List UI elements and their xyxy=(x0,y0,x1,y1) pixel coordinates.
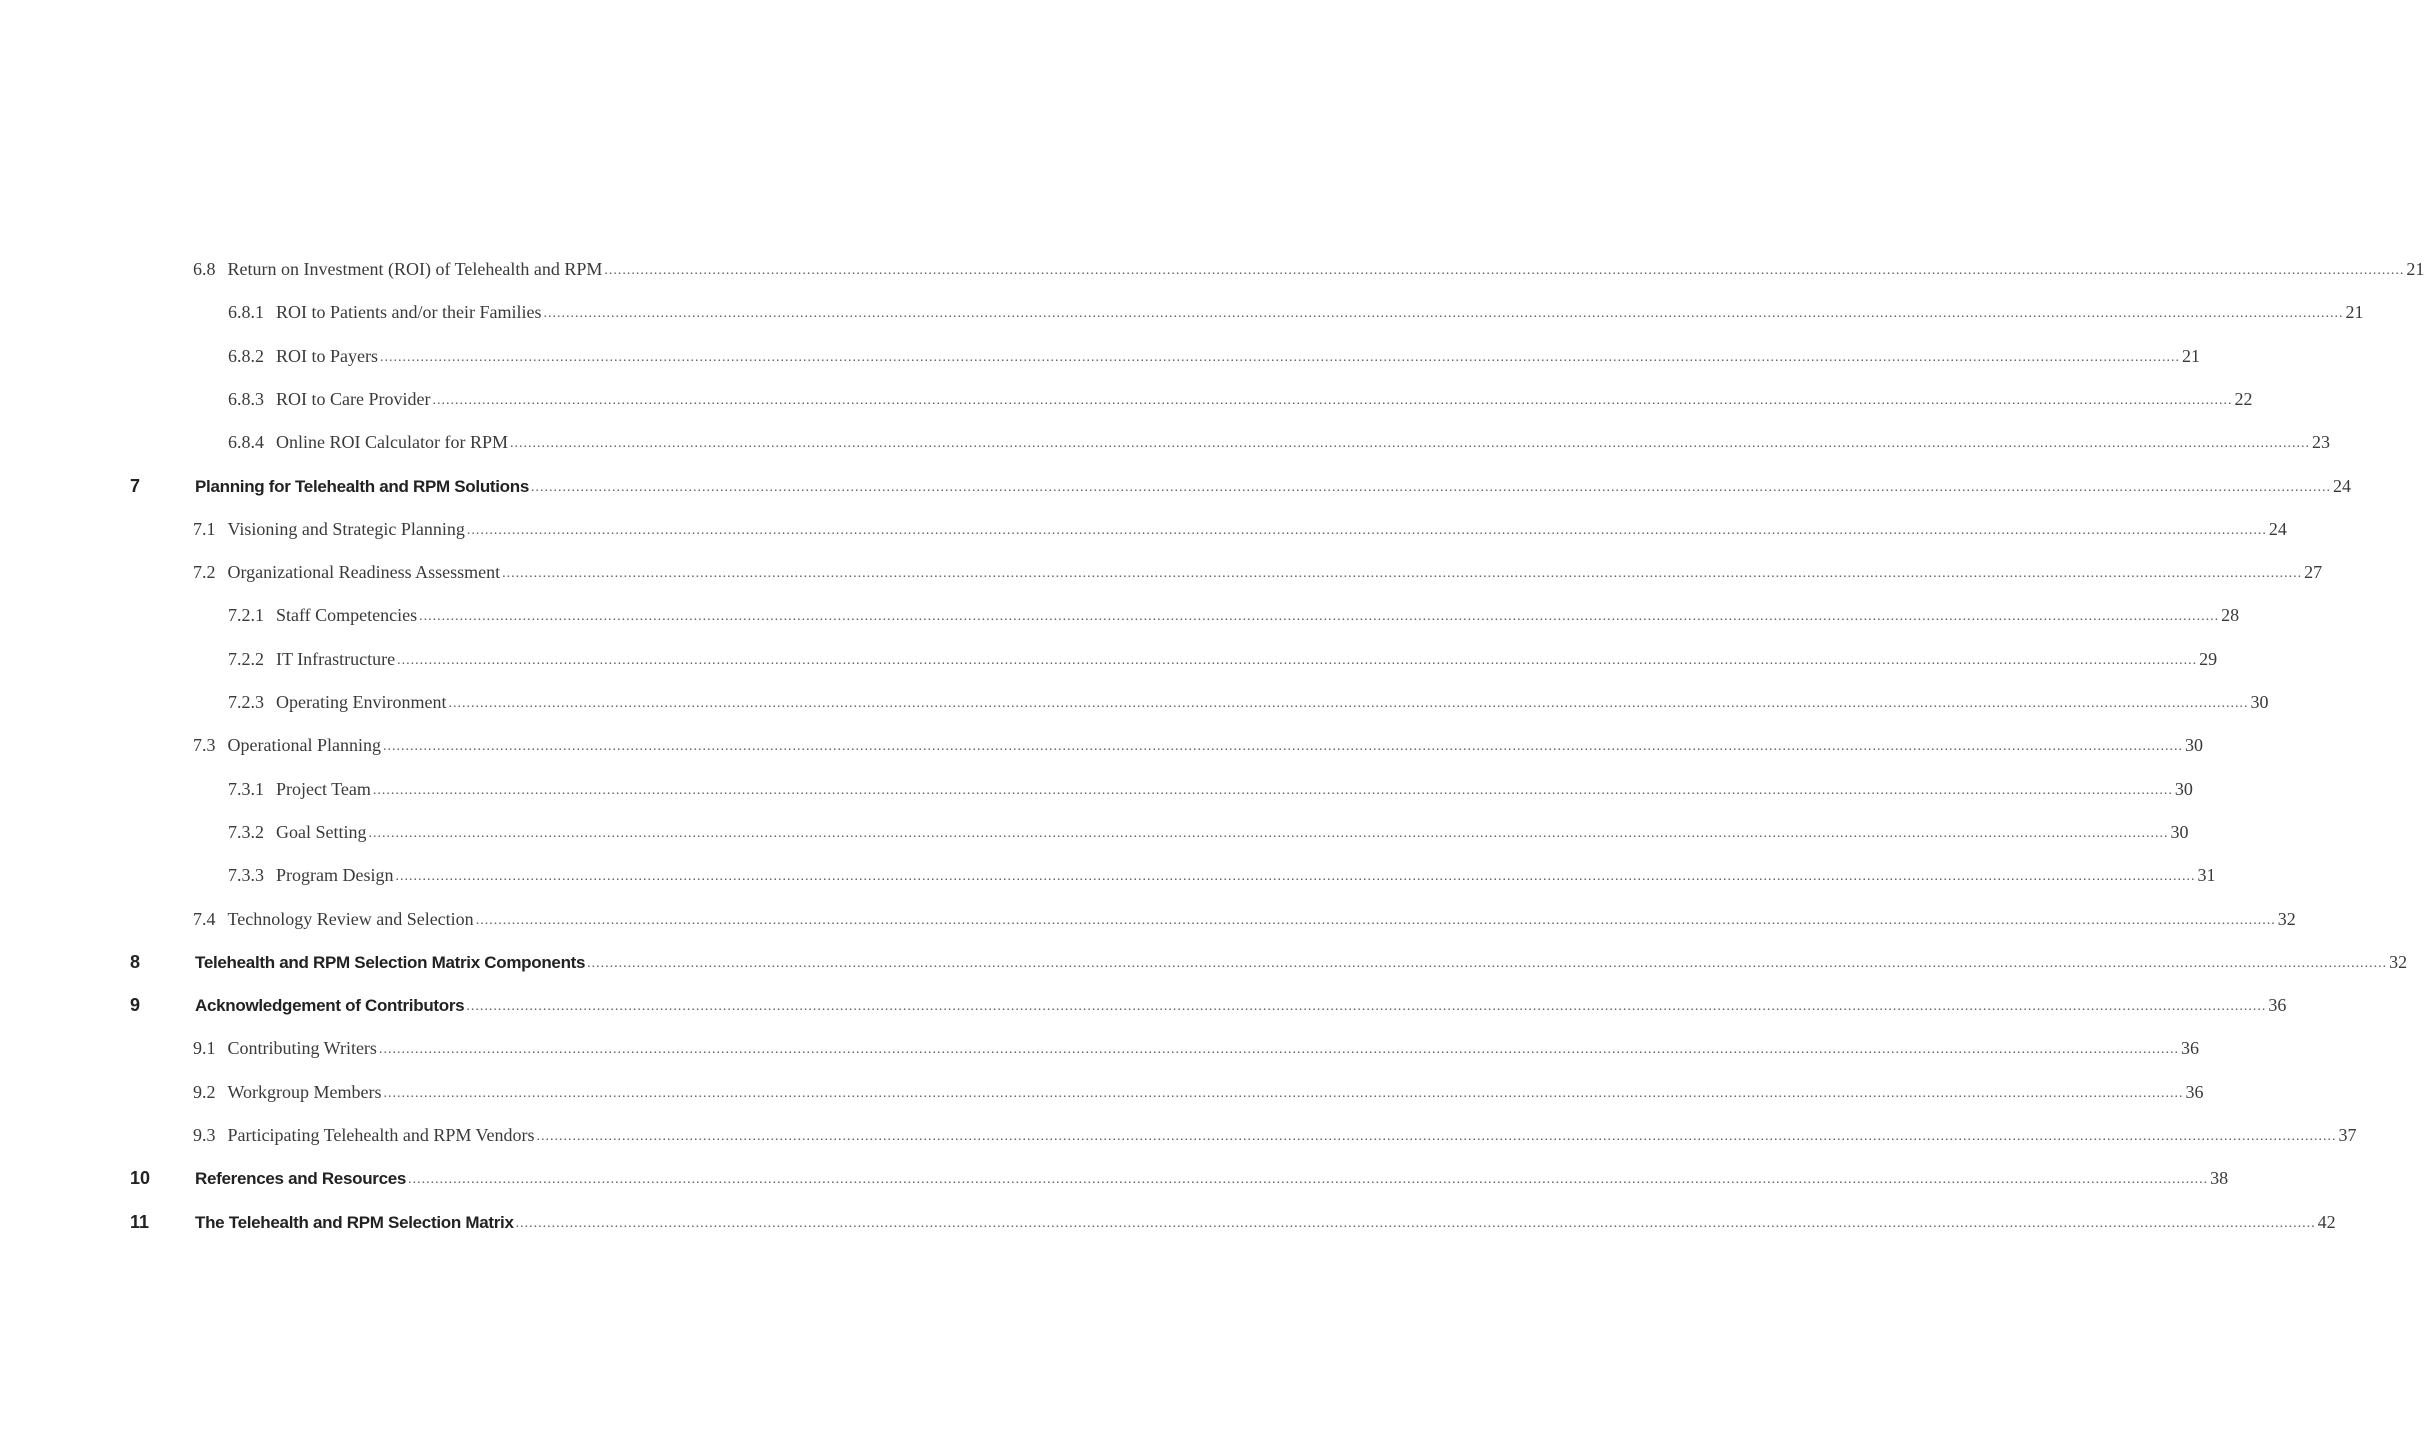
dot-leader: ................................................................................................................................................................................................................................................................................................................................................................................................................ xyxy=(378,1042,2179,1058)
toc-row[interactable] xyxy=(0,1163,2229,1193)
page-number: 36 xyxy=(2180,1038,2199,1059)
toc-entry xyxy=(195,995,2287,1016)
section-number: 6.8.1 xyxy=(228,302,264,323)
dot-leader: ................................................................................................................................................................................................................................................................................................................................................................................................................ xyxy=(502,566,2303,582)
toc-row[interactable] xyxy=(0,990,2287,1020)
section-title: Visioning and Strategic Planning xyxy=(227,518,465,539)
section-number: 7.2.2 xyxy=(228,648,264,669)
toc-row[interactable] xyxy=(0,384,2253,414)
page-number: 37 xyxy=(2338,1125,2357,1145)
section-number: 7.2.1 xyxy=(228,605,264,626)
toc-row[interactable] xyxy=(0,297,2364,327)
toc-entry xyxy=(193,1038,2199,1059)
section-number: 7.3.1 xyxy=(228,778,264,799)
dot-leader: ................................................................................................................................................................................................................................................................................................................................................................................................................ xyxy=(515,1215,2316,1231)
toc-entry xyxy=(228,345,2200,367)
page-number: 23 xyxy=(2311,432,2330,453)
section-number: 6.8.3 xyxy=(228,388,264,409)
dot-leader: ................................................................................................................................................................................................................................................................................................................................................................................................................ xyxy=(368,825,2169,841)
toc-row[interactable] xyxy=(0,947,2408,977)
page-number: 27 xyxy=(2304,562,2323,583)
section-number: 7.4 xyxy=(193,908,216,929)
toc-row[interactable] xyxy=(0,774,2193,804)
toc-entry xyxy=(195,1168,2229,1189)
page-number: 22 xyxy=(2234,388,2253,409)
toc-row[interactable] xyxy=(0,730,2203,760)
toc-row[interactable] xyxy=(0,600,2240,630)
section-number: 6.8 xyxy=(193,259,216,279)
dot-leader: ................................................................................................................................................................................................................................................................................................................................................................................................................ xyxy=(587,955,2388,971)
dot-leader: ................................................................................................................................................................................................................................................................................................................................................................................................................ xyxy=(466,999,2267,1015)
toc-row[interactable] xyxy=(0,471,2352,501)
chapter-number: 10 xyxy=(130,1168,151,1189)
section-number: 7.3.3 xyxy=(228,865,264,886)
toc-row[interactable] xyxy=(0,1077,2204,1107)
section-number: 7.2 xyxy=(193,562,216,583)
toc-entry xyxy=(228,692,2269,713)
section-title: Staff Competencies xyxy=(276,605,418,626)
toc-entry xyxy=(193,1081,2204,1103)
section-title: Acknowledgement of Contributors xyxy=(195,996,465,1016)
page-number: 32 xyxy=(2277,908,2296,929)
toc-entry xyxy=(193,518,2287,540)
section-number: 7.3.2 xyxy=(228,821,264,842)
page-number: 24 xyxy=(2268,518,2287,539)
page-number: 30 xyxy=(2184,735,2203,756)
section-title: References and Resources xyxy=(195,1169,407,1189)
toc-row[interactable] xyxy=(0,860,2216,890)
chapter-number: 8 xyxy=(130,951,141,972)
page-number: 28 xyxy=(2221,605,2240,626)
dot-leader: ................................................................................................................................................................................................................................................................................................................................................................................................................ xyxy=(432,392,2233,408)
toc-entry xyxy=(193,562,2323,583)
dot-leader: ................................................................................................................................................................................................................................................................................................................................................................................................................ xyxy=(509,436,2310,452)
section-title: The Telehealth and RPM Selection Matrix xyxy=(195,1212,514,1232)
section-title: ROI to Care Provider xyxy=(276,388,431,409)
toc-entry xyxy=(228,778,2193,800)
toc-entry xyxy=(228,648,2218,670)
section-title: Participating Telehealth and RPM Vendors xyxy=(227,1125,535,1145)
section-number: 6.8.4 xyxy=(228,432,264,453)
chapter-number: 7 xyxy=(130,475,141,496)
chapter-number: 11 xyxy=(130,1211,150,1232)
toc-entry xyxy=(195,475,2352,497)
section-title: Technology Review and Selection xyxy=(227,908,474,929)
section-number: 7.3 xyxy=(193,735,216,756)
page-number: 21 xyxy=(2406,259,2424,279)
section-number: 6.8.2 xyxy=(228,345,264,366)
toc-entry xyxy=(228,865,2216,886)
page-number: 30 xyxy=(2174,778,2193,799)
page-number: 30 xyxy=(2250,692,2269,712)
section-title: Return on Investment (ROI) of Telehealth and RPM xyxy=(227,259,603,279)
toc-entry xyxy=(193,1125,2357,1146)
dot-leader: ................................................................................................................................................................................................................................................................................................................................................................................................................ xyxy=(543,306,2344,322)
section-title: ROI to Patients and/or their Families xyxy=(276,302,542,323)
toc-entry xyxy=(193,259,2424,280)
page-number: 29 xyxy=(2199,648,2218,669)
dot-leader: ................................................................................................................................................................................................................................................................................................................................................................................................................ xyxy=(395,869,2196,885)
section-title: Contributing Writers xyxy=(227,1038,377,1059)
page-number: 32 xyxy=(2389,951,2408,972)
toc-entry xyxy=(228,302,2364,323)
page-number: 36 xyxy=(2185,1081,2204,1102)
dot-leader: ................................................................................................................................................................................................................................................................................................................................................................................................................ xyxy=(380,349,2180,365)
toc-row[interactable] xyxy=(0,427,2330,457)
toc-row[interactable] xyxy=(0,514,2287,544)
section-number: 9.2 xyxy=(193,1081,216,1102)
page-number: 21 xyxy=(2345,302,2364,323)
section-title: Operational Planning xyxy=(227,735,381,756)
toc-entry xyxy=(195,951,2408,973)
toc-row[interactable] xyxy=(0,1033,2199,1063)
section-title: Organizational Readiness Assessment xyxy=(227,562,501,583)
toc-entry xyxy=(228,388,2253,410)
toc-row[interactable] xyxy=(0,341,2200,371)
toc-row[interactable] xyxy=(0,817,2189,847)
toc-row[interactable] xyxy=(0,687,2269,717)
section-number: 7.2.3 xyxy=(228,692,264,712)
dot-leader: ................................................................................................................................................................................................................................................................................................................................................................................................................ xyxy=(382,739,2183,755)
toc-entry xyxy=(228,432,2330,453)
section-title: Online ROI Calculator for RPM xyxy=(276,432,508,453)
chapter-number: 9 xyxy=(130,995,141,1016)
toc-entry xyxy=(193,735,2203,756)
toc-row[interactable] xyxy=(0,557,2323,587)
section-title: Project Team xyxy=(276,778,371,799)
dot-leader: ................................................................................................................................................................................................................................................................................................................................................................................................................ xyxy=(397,652,2198,668)
section-title: Operating Environment xyxy=(276,692,447,712)
toc-row[interactable] xyxy=(0,1207,2336,1237)
toc-row[interactable] xyxy=(0,904,2296,934)
section-title: Goal Setting xyxy=(276,821,367,842)
section-number: 7.1 xyxy=(193,518,216,539)
section-title: Workgroup Members xyxy=(227,1081,382,1102)
page-number: 42 xyxy=(2317,1211,2336,1232)
page-number: 24 xyxy=(2333,475,2352,496)
dot-leader: ................................................................................................................................................................................................................................................................................................................................................................................................................ xyxy=(475,912,2276,928)
section-title: Telehealth and RPM Selection Matrix Components xyxy=(195,952,586,972)
dot-leader: ................................................................................................................................................................................................................................................................................................................................................................................................................ xyxy=(448,696,2249,711)
page-number: 36 xyxy=(2268,995,2287,1016)
section-number: 9.3 xyxy=(193,1125,216,1145)
page-number: 21 xyxy=(2182,345,2200,366)
toc-entry xyxy=(195,1211,2336,1233)
toc-row[interactable] xyxy=(0,1120,2357,1150)
dot-leader: ................................................................................................................................................................................................................................................................................................................................................................................................................ xyxy=(531,479,2332,495)
toc-entry xyxy=(228,821,2189,843)
page-number: 30 xyxy=(2170,821,2189,842)
toc-entry xyxy=(193,908,2296,930)
page-number: 31 xyxy=(2197,865,2216,886)
dot-leader: ................................................................................................................................................................................................................................................................................................................................................................................................................ xyxy=(408,1172,2209,1188)
section-title: Program Design xyxy=(276,865,394,886)
section-number: 9.1 xyxy=(193,1038,216,1059)
section-title: IT Infrastructure xyxy=(276,648,396,669)
toc-entry xyxy=(228,605,2240,626)
dot-leader: ................................................................................................................................................................................................................................................................................................................................................................................................................ xyxy=(536,1129,2337,1144)
dot-leader: ................................................................................................................................................................................................................................................................................................................................................................................................................ xyxy=(372,782,2173,798)
dot-leader: ................................................................................................................................................................................................................................................................................................................................................................................................................ xyxy=(419,609,2220,625)
section-title: Planning for Telehealth and RPM Solutions xyxy=(195,476,530,496)
section-title: ROI to Payers xyxy=(276,345,378,366)
toc-row[interactable] xyxy=(0,644,2218,674)
dot-leader: ................................................................................................................................................................................................................................................................................................................................................................................................................ xyxy=(604,263,2405,278)
page-number: 38 xyxy=(2210,1168,2229,1189)
dot-leader: ................................................................................................................................................................................................................................................................................................................................................................................................................ xyxy=(466,522,2267,538)
toc-row[interactable] xyxy=(0,254,2424,284)
dot-leader: ................................................................................................................................................................................................................................................................................................................................................................................................................ xyxy=(383,1085,2184,1101)
